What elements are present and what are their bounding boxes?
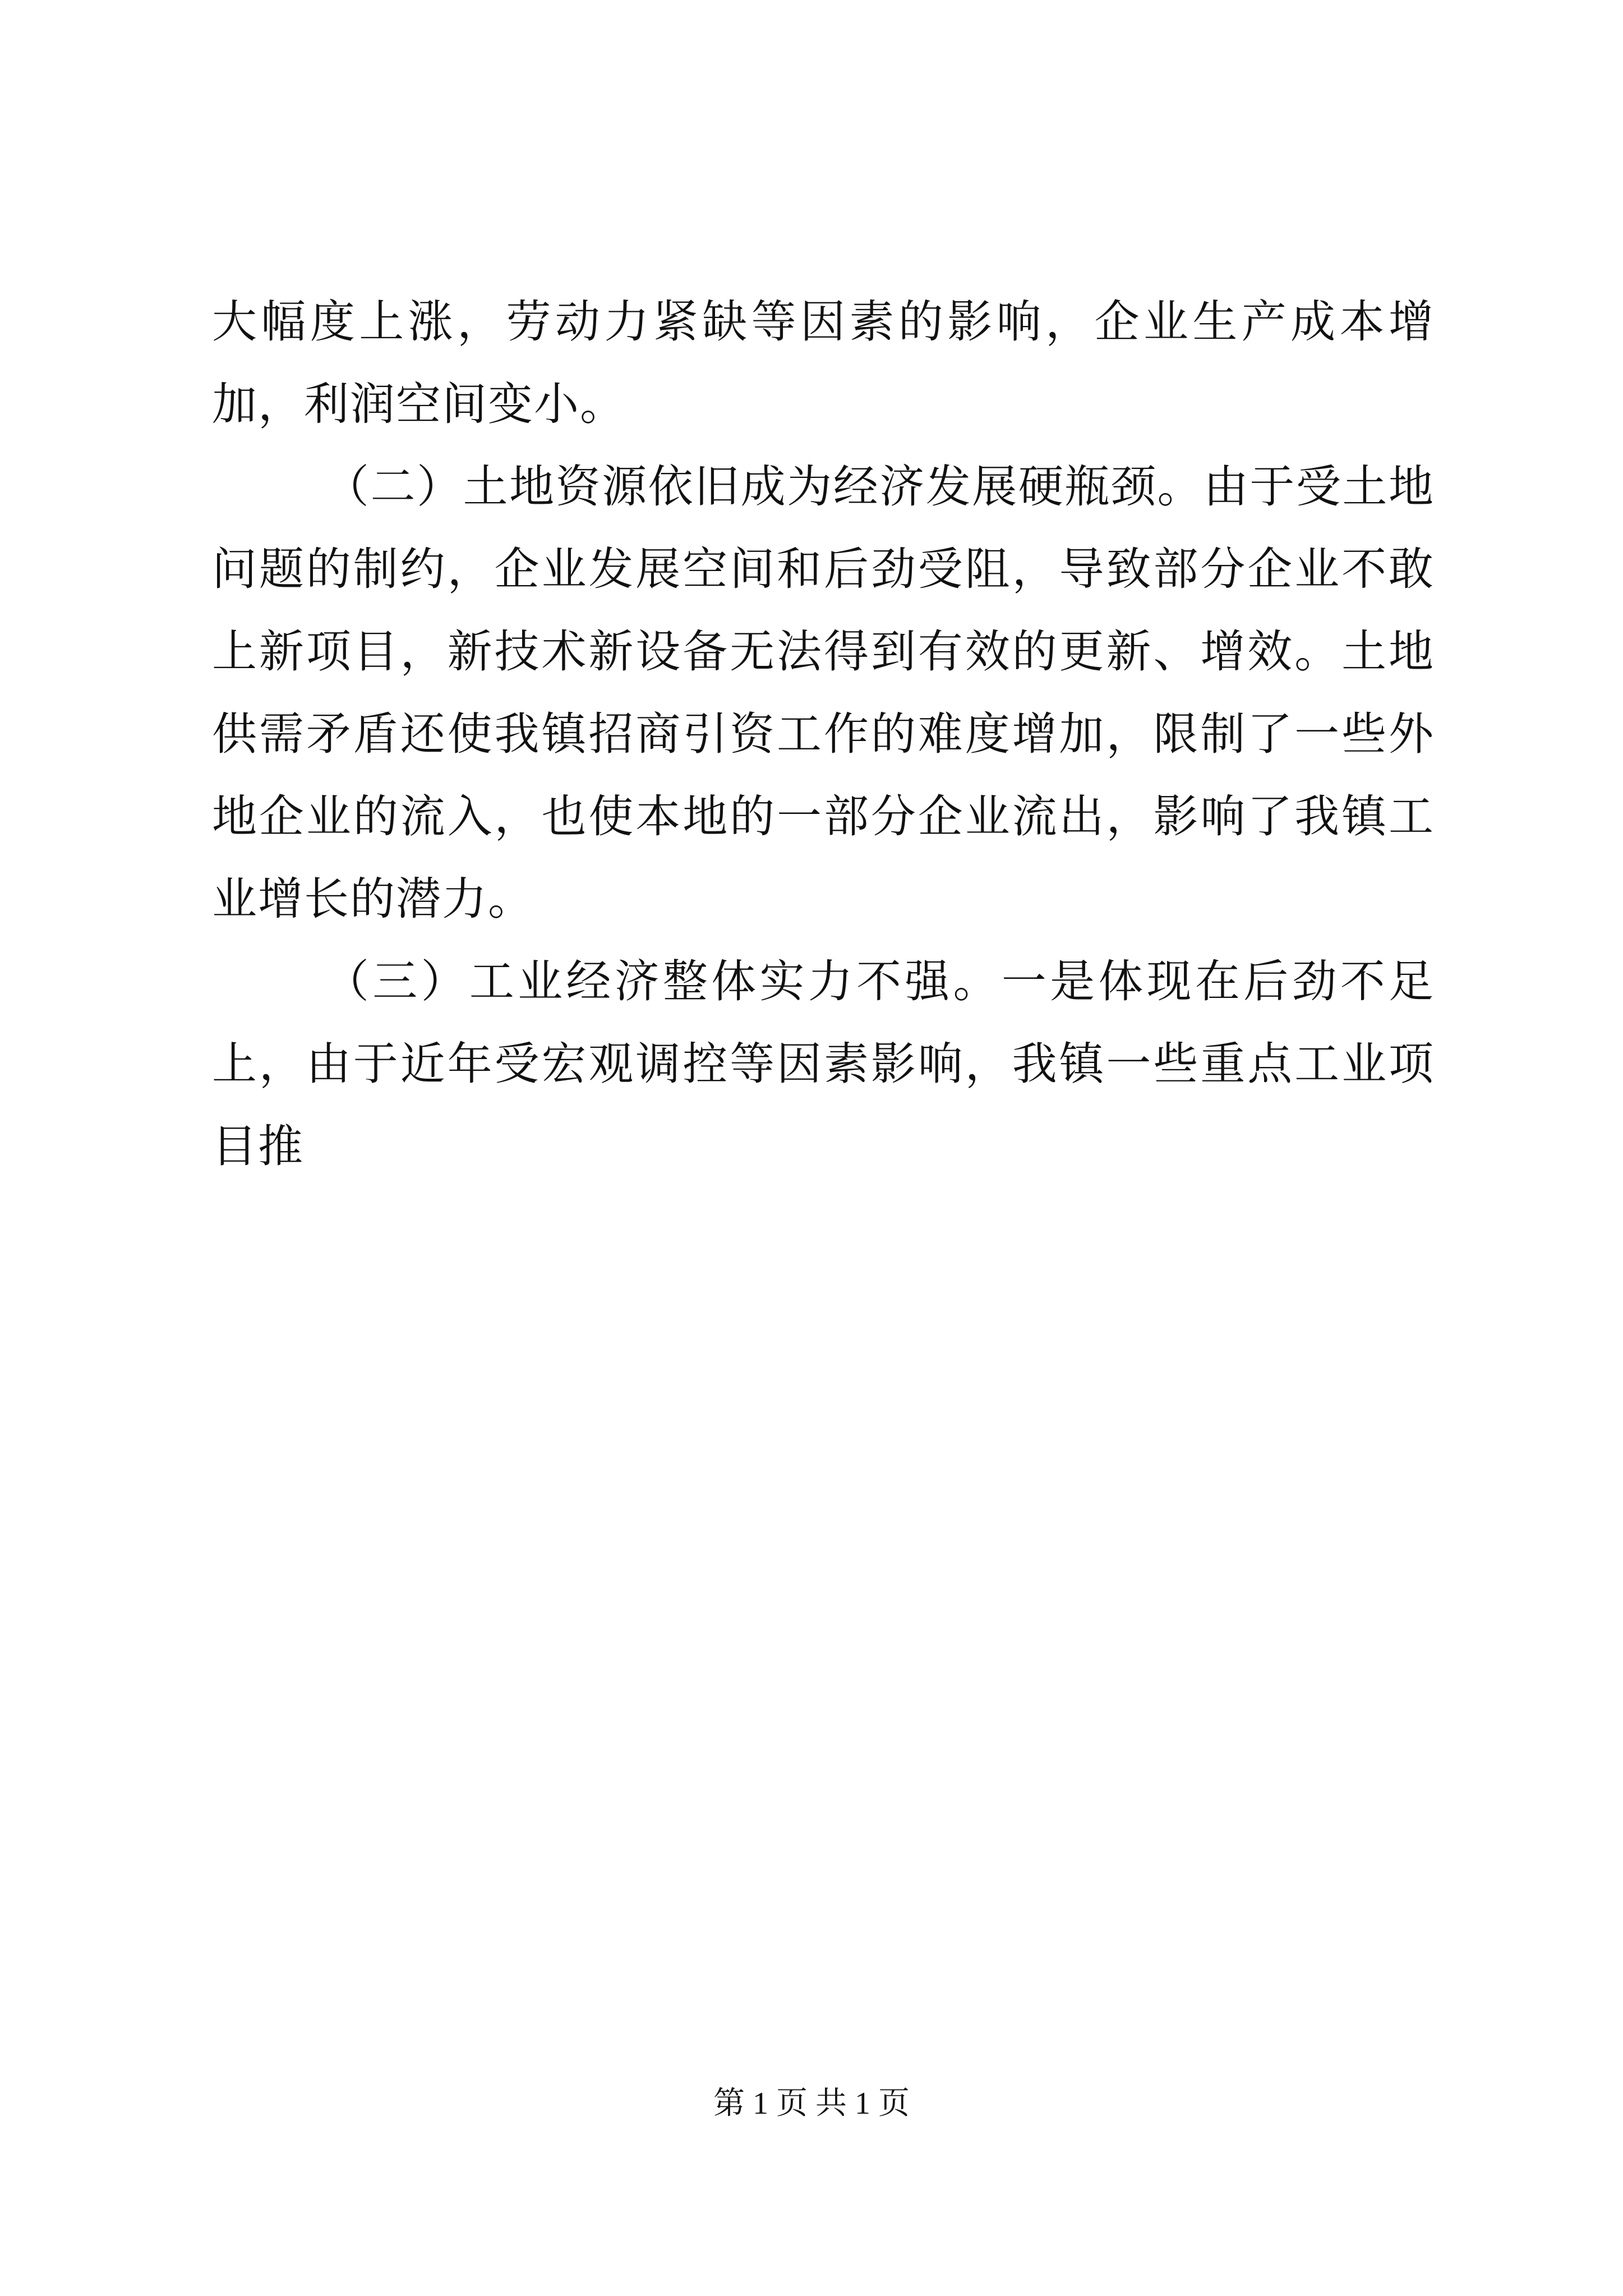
body-text [212,280,1435,1188]
paragraph-2: （二）土地资源依旧成为经济发展硬瓶颈。由于受土地问题的制约，企业发展空间和后劲受阻，导致部分企业不敢上新项目，新技术新设备无法得到有效的更新、增效。土地供需矛盾还使我镇招商引资工作的难度增加，限制了一些外地企业的流入，也使本地的一部分企业流出，影响了我镇工业增长的潜力。 [212,461,1435,925]
paragraph-1: 大幅度上涨，劳动力紧缺等因素的影响，企业生产成本增加，利润空间变小。 [212,296,1435,430]
paragraph-3: （三）工业经济整体实力不强。一是体现在后劲不足上，由于近年受宏观调控等因素影响，我镇一些重点工业项目推 [212,955,1435,1172]
page-footer: 第 1 页 共 1 页 [713,2086,910,2121]
